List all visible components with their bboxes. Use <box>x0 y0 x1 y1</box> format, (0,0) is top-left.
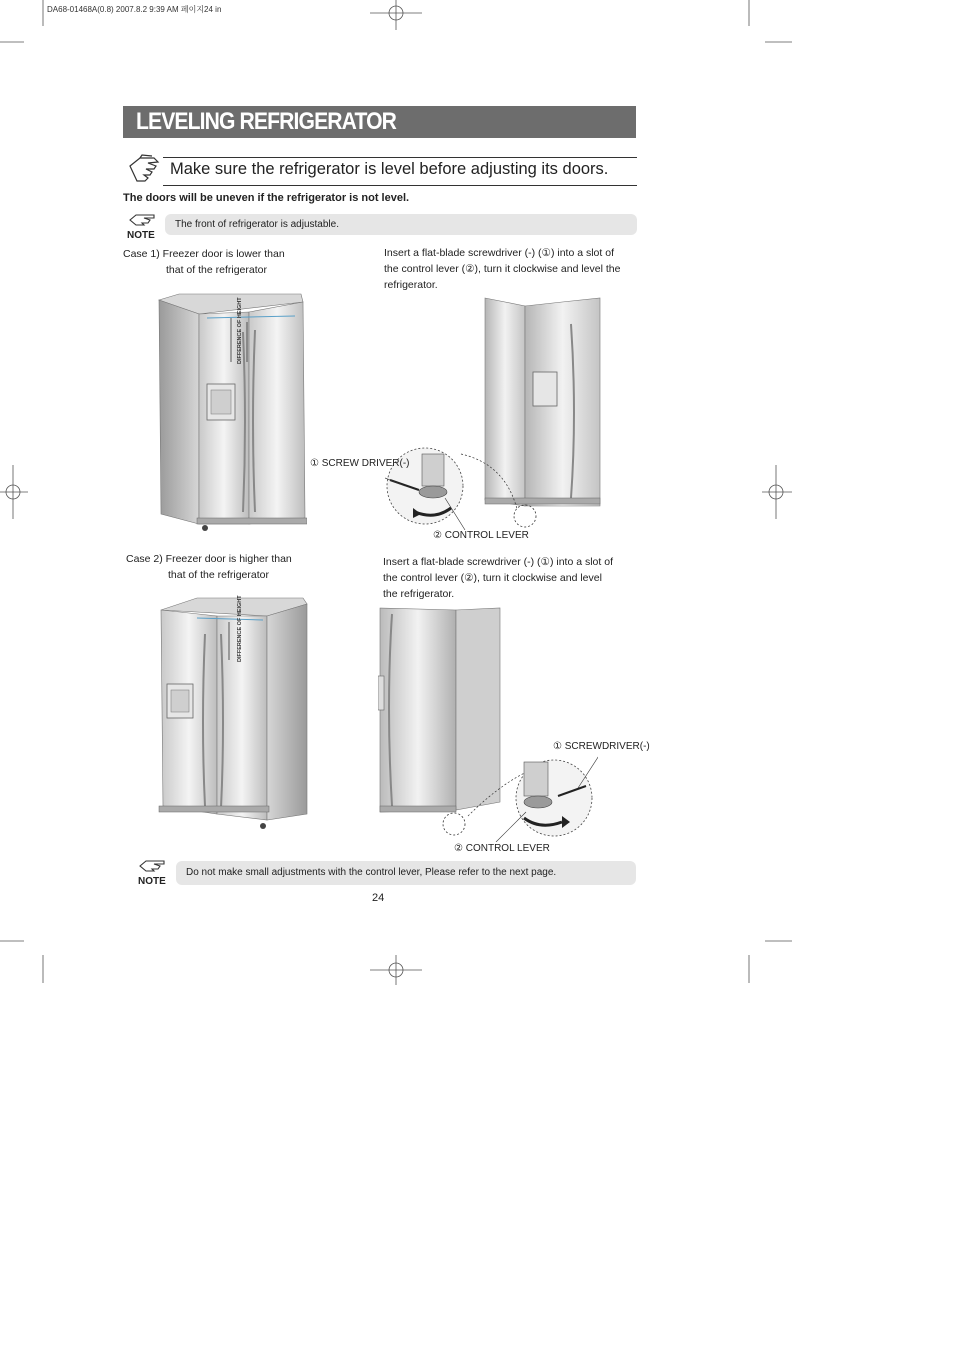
case2-fridge-illustration <box>157 594 311 834</box>
case2-instruction-line2: the control lever (②), turn it clockwise and level <box>383 572 602 584</box>
note-label: NOTE <box>127 230 155 241</box>
case2-title <box>126 551 292 583</box>
note-label: NOTE <box>138 876 166 887</box>
page-title: LEVELING REFRIGERATOR <box>136 108 397 135</box>
print-slug: DA68-01468A(0.8) 2007.8.2 9:39 AM 페이지24 in <box>47 5 222 14</box>
case2-adjust-illustration <box>378 606 598 842</box>
case2-height-label: DIFFERENCE OF HEIGHT <box>237 595 243 662</box>
note-hand-icon <box>128 212 158 228</box>
case1-fridge-illustration <box>155 292 307 532</box>
case2-instruction-line1: Insert a flat-blade screwdriver (-) (①) into a slot of <box>383 556 613 568</box>
page-number: 24 <box>372 892 385 904</box>
note-hand-icon <box>138 858 168 874</box>
case1-height-label: DIFFERENCE OF HEIGHT <box>237 297 243 364</box>
case1-screwdriver-label: ① SCREW DRIVER(-) <box>310 458 410 469</box>
case1-instruction-line3: refrigerator. <box>384 279 438 291</box>
case2-instruction-line3: the refrigerator. <box>383 588 455 600</box>
pointing-hand-icon <box>128 154 162 186</box>
note-box <box>165 214 637 235</box>
note-box <box>176 861 636 885</box>
case2-instruction <box>383 554 643 602</box>
lead-instruction: Make sure the refrigerator is level before adjusting its doors. <box>170 160 609 178</box>
case1-title-line2: that of the refrigerator <box>166 264 267 276</box>
case2-screwdriver-label: ① SCREWDRIVER(-) <box>553 741 650 752</box>
case2-title-line1: Case 2) Freezer door is higher than <box>126 553 292 565</box>
note-text: Do not make small adjustments with the control lever, Please refer to the next page. <box>186 867 557 878</box>
case1-instruction-line1: Insert a flat-blade screwdriver (-) (①) into a slot of <box>384 247 614 259</box>
case2-lever-label: ② CONTROL LEVER <box>454 843 550 854</box>
note-text: The front of refrigerator is adjustable. <box>175 219 339 230</box>
case1-instruction <box>384 245 644 293</box>
warning-text: The doors will be uneven if the refrigerator is not level. <box>123 192 410 204</box>
case2-title-line2: that of the refrigerator <box>168 569 269 581</box>
case1-adjust-illustration <box>385 294 605 530</box>
case1-title-line1: Case 1) Freezer door is lower than <box>123 248 285 260</box>
lead-rule-bottom <box>163 185 637 186</box>
lead-rule-top <box>163 157 637 158</box>
case1-instruction-line2: the control lever (②), turn it clockwise and level the <box>384 263 621 275</box>
case1-title <box>123 246 285 278</box>
case1-lever-label: ② CONTROL LEVER <box>433 530 529 541</box>
